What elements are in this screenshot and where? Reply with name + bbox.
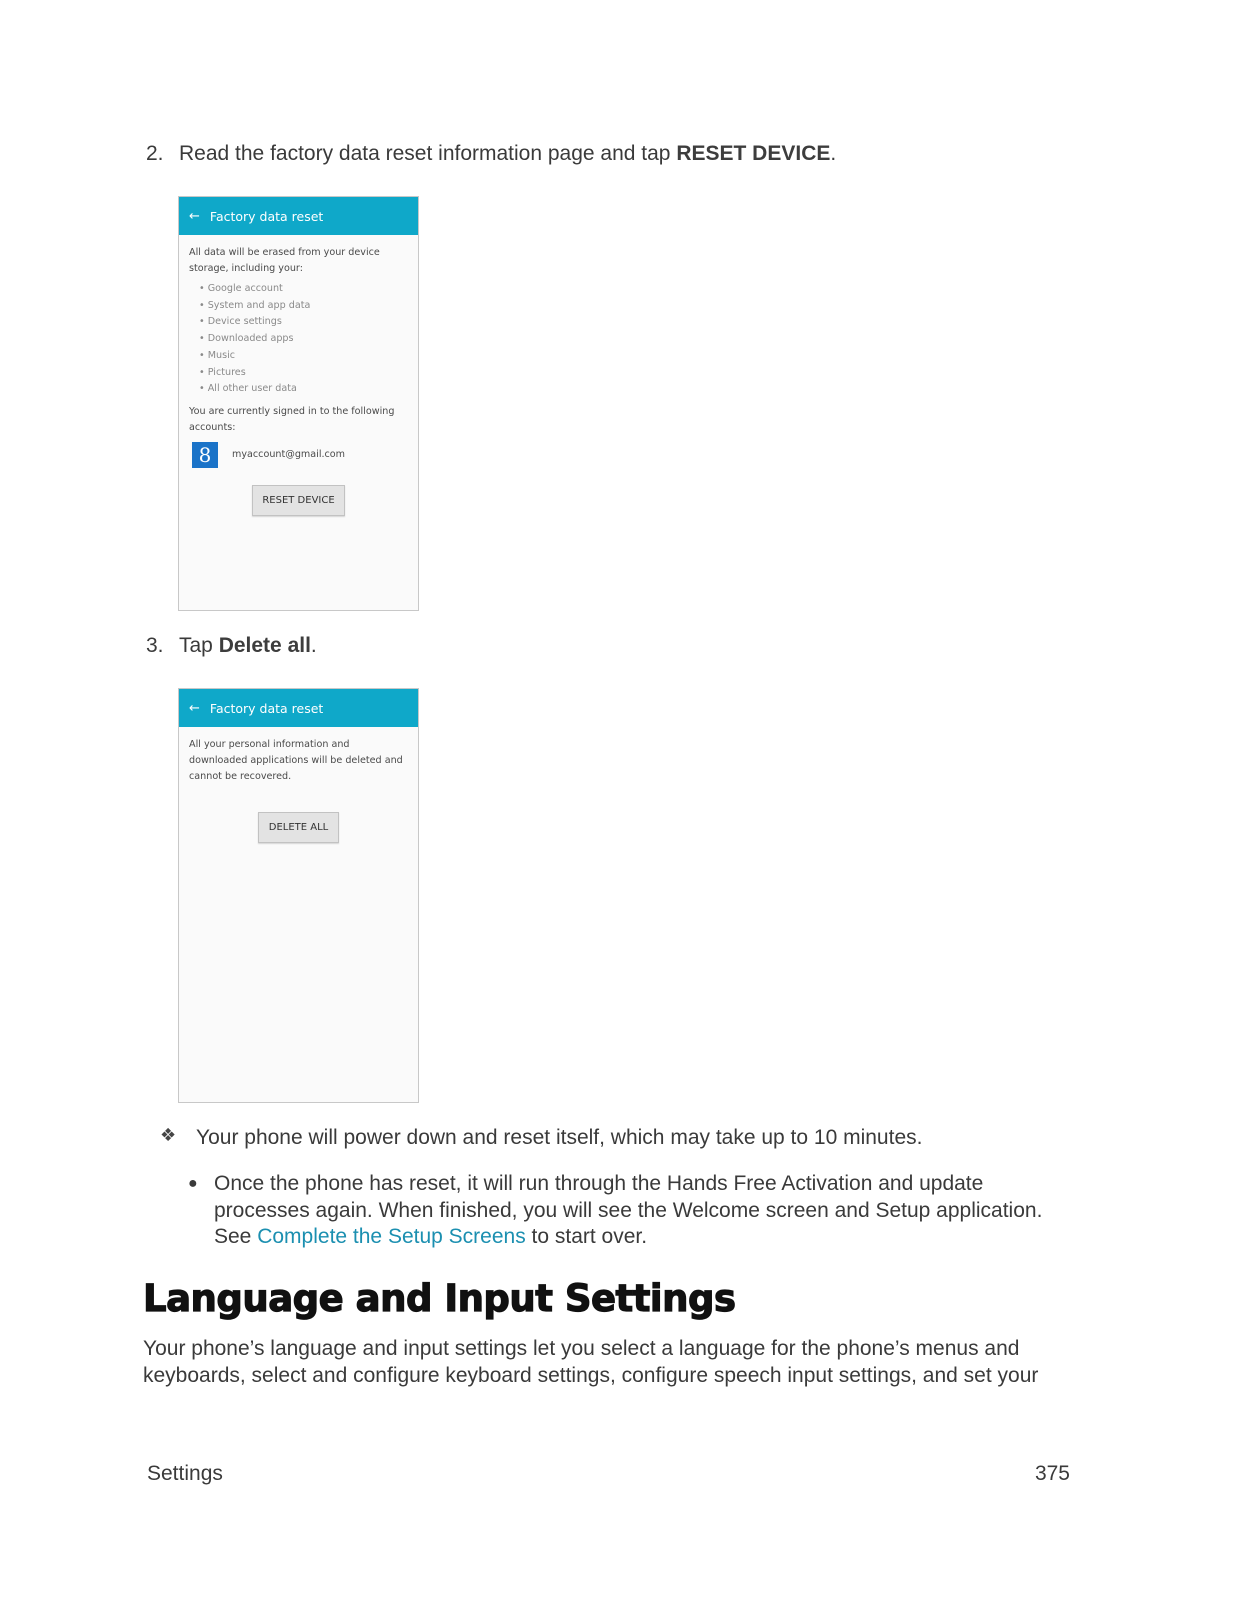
reset-device-button[interactable]: RESET DEVICE: [252, 485, 345, 516]
section-heading: Language and Input Settings: [143, 1277, 736, 1320]
setup-screens-link[interactable]: Complete the Setup Screens: [257, 1225, 526, 1249]
list-item: • Pictures: [199, 365, 408, 382]
screen-body: [179, 235, 418, 516]
list-item: • Google account: [199, 281, 408, 298]
diamond-bullet-icon: ❖: [160, 1125, 177, 1145]
erase-intro: All data will be erased from your device storage, including your:: [189, 247, 380, 274]
step-punct: .: [310, 634, 317, 657]
list-item: • All other user data: [199, 381, 408, 398]
sub-bullet-text: [214, 1171, 1058, 1251]
delete-message: All your personal information and downloaded applications will be deleted and cannot be recovered.: [189, 739, 403, 782]
app-bar-title: Factory data reset: [209, 700, 324, 716]
bullet-dot-icon: ●: [188, 1175, 198, 1192]
step-3: [146, 633, 317, 659]
back-arrow-icon: ←: [189, 208, 200, 224]
sub-text-end: to start over.: [525, 1225, 648, 1249]
app-bar: [179, 197, 418, 235]
sub-bullet: [188, 1171, 1058, 1251]
account-email: myaccount@gmail.com: [232, 448, 346, 460]
step-bold: Delete all: [218, 634, 311, 657]
back-arrow-icon: ←: [189, 700, 200, 716]
erased-items-list: [199, 281, 408, 398]
step-2: [146, 141, 836, 167]
screen-body: [179, 727, 418, 843]
step-number: 2.: [146, 142, 164, 165]
google-account-icon: 8: [192, 442, 218, 468]
app-bar-title: Factory data reset: [209, 208, 324, 224]
delete-all-button[interactable]: DELETE ALL: [258, 812, 339, 843]
step-text: Read the factory data reset information page and tap: [179, 142, 677, 165]
delete-all-screenshot: [178, 688, 419, 1103]
step-text: Tap: [179, 634, 219, 657]
sub-text: Once the phone has reset, it will run through the Hands Free Activation and update processes again. When finished, you will see the Welcome screen and Setup application. See: [214, 1172, 1043, 1249]
list-item: • System and app data: [199, 298, 408, 315]
accounts-text: You are currently signed in to the following accounts:: [189, 405, 395, 433]
note-text: Your phone will power down and reset itself, which may take up to 10 minutes.: [196, 1126, 923, 1149]
factory-reset-screenshot: [178, 196, 419, 611]
list-item: • Device settings: [199, 314, 408, 331]
section-intro: Your phone’s language and input settings let you select a language for the phone’s menus and keyboards, select and configure keyboard settings, configure speech input settings, and set your: [143, 1337, 1039, 1387]
footer-section: Settings: [147, 1462, 223, 1485]
list-item: • Music: [199, 348, 408, 365]
step-bold: RESET DEVICE: [676, 142, 831, 165]
list-item: • Downloaded apps: [199, 331, 408, 348]
account-row: [189, 442, 408, 468]
step-punct: .: [830, 142, 837, 165]
step-number: 3.: [146, 634, 164, 657]
app-bar: [179, 689, 418, 727]
page-number: 375: [1034, 1462, 1070, 1485]
